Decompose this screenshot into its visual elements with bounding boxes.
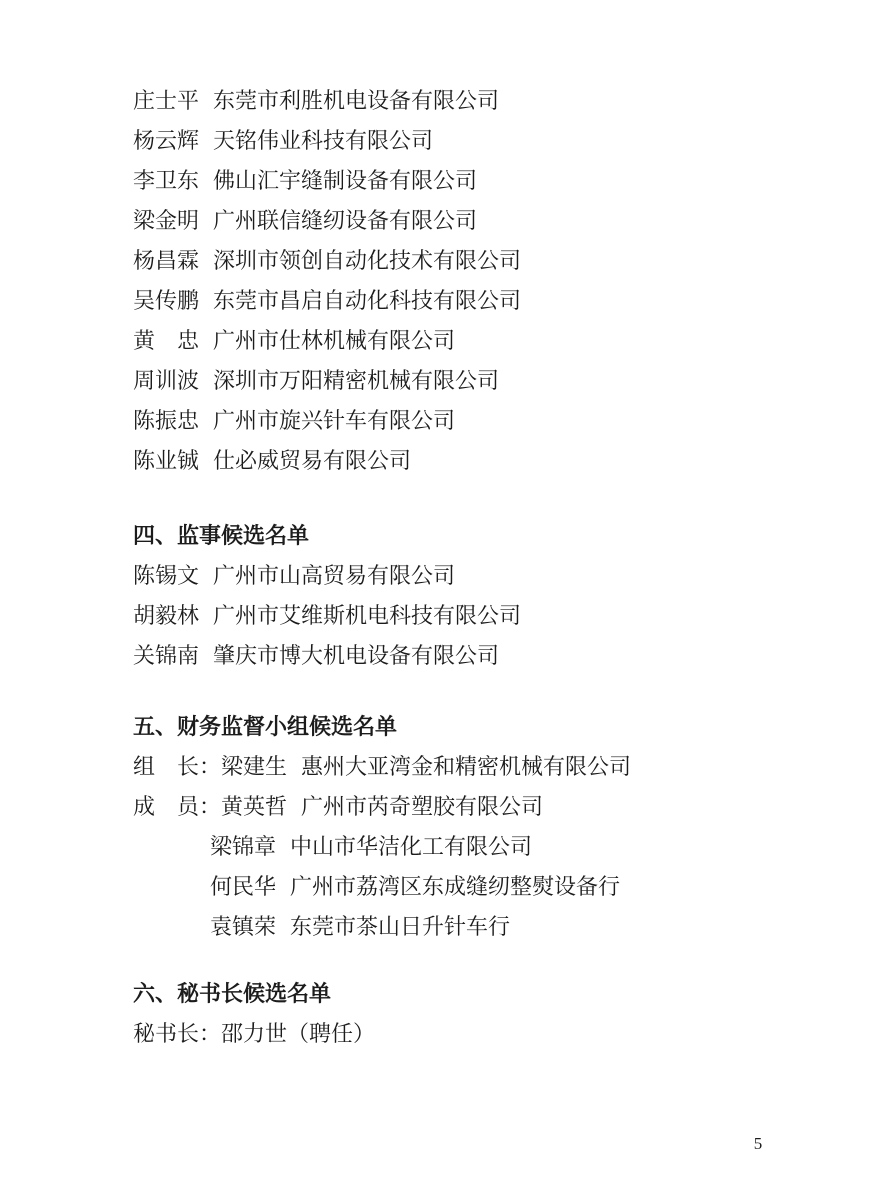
candidate-row xyxy=(133,787,824,827)
section-heading-supervisors: 四、监事候选名单 xyxy=(133,523,310,548)
candidate-name: 袁镇荣 xyxy=(210,914,277,939)
candidate-name: 庄士平 xyxy=(133,88,200,113)
candidate-row xyxy=(133,241,824,281)
candidate-row xyxy=(133,281,824,321)
candidate-row xyxy=(133,201,824,241)
candidate-role: 秘书长： xyxy=(133,1021,222,1046)
candidate-company: 深圳市万阳精密机械有限公司 xyxy=(213,368,500,393)
candidate-company: 广州市芮奇塑胶有限公司 xyxy=(301,794,544,819)
candidate-row xyxy=(133,907,824,947)
candidate-company: 东莞市茶山日升针车行 xyxy=(290,914,511,939)
section-heading-secretary-general: 六、秘书长候选名单 xyxy=(133,981,332,1006)
candidate-company: 广州市艾维斯机电科技有限公司 xyxy=(213,603,522,628)
candidate-company: 广州市旋兴针车有限公司 xyxy=(213,408,456,433)
candidate-name: 关锦南 xyxy=(133,643,200,668)
candidate-name: 吴传鹏 xyxy=(133,288,200,313)
finance-supervision-candidate-section xyxy=(133,707,824,947)
candidate-name: 杨昌霖 xyxy=(133,248,200,273)
candidate-row xyxy=(133,827,824,867)
candidate-name: 周训波 xyxy=(133,368,200,393)
candidate-company: 东莞市昌启自动化科技有限公司 xyxy=(213,288,522,313)
candidate-company: 深圳市领创自动化技术有限公司 xyxy=(213,248,522,273)
candidate-name: 陈振忠 xyxy=(133,408,200,433)
candidate-row xyxy=(133,81,824,121)
candidate-company: 肇庆市博大机电设备有限公司 xyxy=(213,643,500,668)
candidate-company: 天铭伟业科技有限公司 xyxy=(213,128,434,153)
candidate-company: 广州市仕林机械有限公司 xyxy=(213,328,456,353)
director-candidate-list-continued xyxy=(133,81,824,481)
candidate-company: 佛山汇宇缝制设备有限公司 xyxy=(213,168,478,193)
page-number: 5 xyxy=(753,1134,763,1153)
candidate-row xyxy=(133,867,824,907)
candidate-name: 陈锡文 xyxy=(133,563,200,588)
candidate-company: 广州市荔湾区东成缝纫整熨设备行 xyxy=(290,874,621,899)
candidate-name: 李卫东 xyxy=(133,168,200,193)
document-content xyxy=(133,81,824,1054)
candidate-name: 邵力世（聘任） xyxy=(221,1021,376,1046)
section-heading-finance-group: 五、财务监督小组候选名单 xyxy=(133,714,398,739)
candidate-company: 广州联信缝纫设备有限公司 xyxy=(213,208,478,233)
candidate-role: 组 长： xyxy=(133,754,222,779)
candidate-name: 梁金明 xyxy=(133,208,200,233)
candidate-name: 杨云辉 xyxy=(133,128,200,153)
candidate-row xyxy=(133,596,824,636)
candidate-row xyxy=(133,361,824,401)
candidate-name: 陈业铖 xyxy=(133,448,200,473)
candidate-company: 广州市山高贸易有限公司 xyxy=(213,563,456,588)
candidate-row xyxy=(133,321,824,361)
candidate-company: 中山市华洁化工有限公司 xyxy=(290,834,533,859)
candidate-row xyxy=(133,441,824,481)
candidate-name: 何民华 xyxy=(210,874,277,899)
candidate-row xyxy=(133,556,824,596)
candidate-row xyxy=(133,401,824,441)
candidate-company: 东莞市利胜机电设备有限公司 xyxy=(213,88,500,113)
candidate-row xyxy=(133,161,824,201)
candidate-row xyxy=(133,1014,824,1054)
supervisor-candidate-section xyxy=(133,516,824,676)
candidate-row xyxy=(133,636,824,676)
candidate-name: 黄英哲 xyxy=(221,794,288,819)
candidate-company: 仕必威贸易有限公司 xyxy=(213,448,412,473)
secretary-general-candidate-section xyxy=(133,974,824,1054)
candidate-row xyxy=(133,747,824,787)
candidate-name: 黄 忠 xyxy=(133,328,200,353)
candidate-company: 惠州大亚湾金和精密机械有限公司 xyxy=(301,754,632,779)
candidate-name: 梁建生 xyxy=(221,754,288,779)
candidate-role: 成 员： xyxy=(133,794,222,819)
candidate-name: 梁锦章 xyxy=(210,834,277,859)
candidate-row xyxy=(133,121,824,161)
candidate-name: 胡毅林 xyxy=(133,603,200,628)
